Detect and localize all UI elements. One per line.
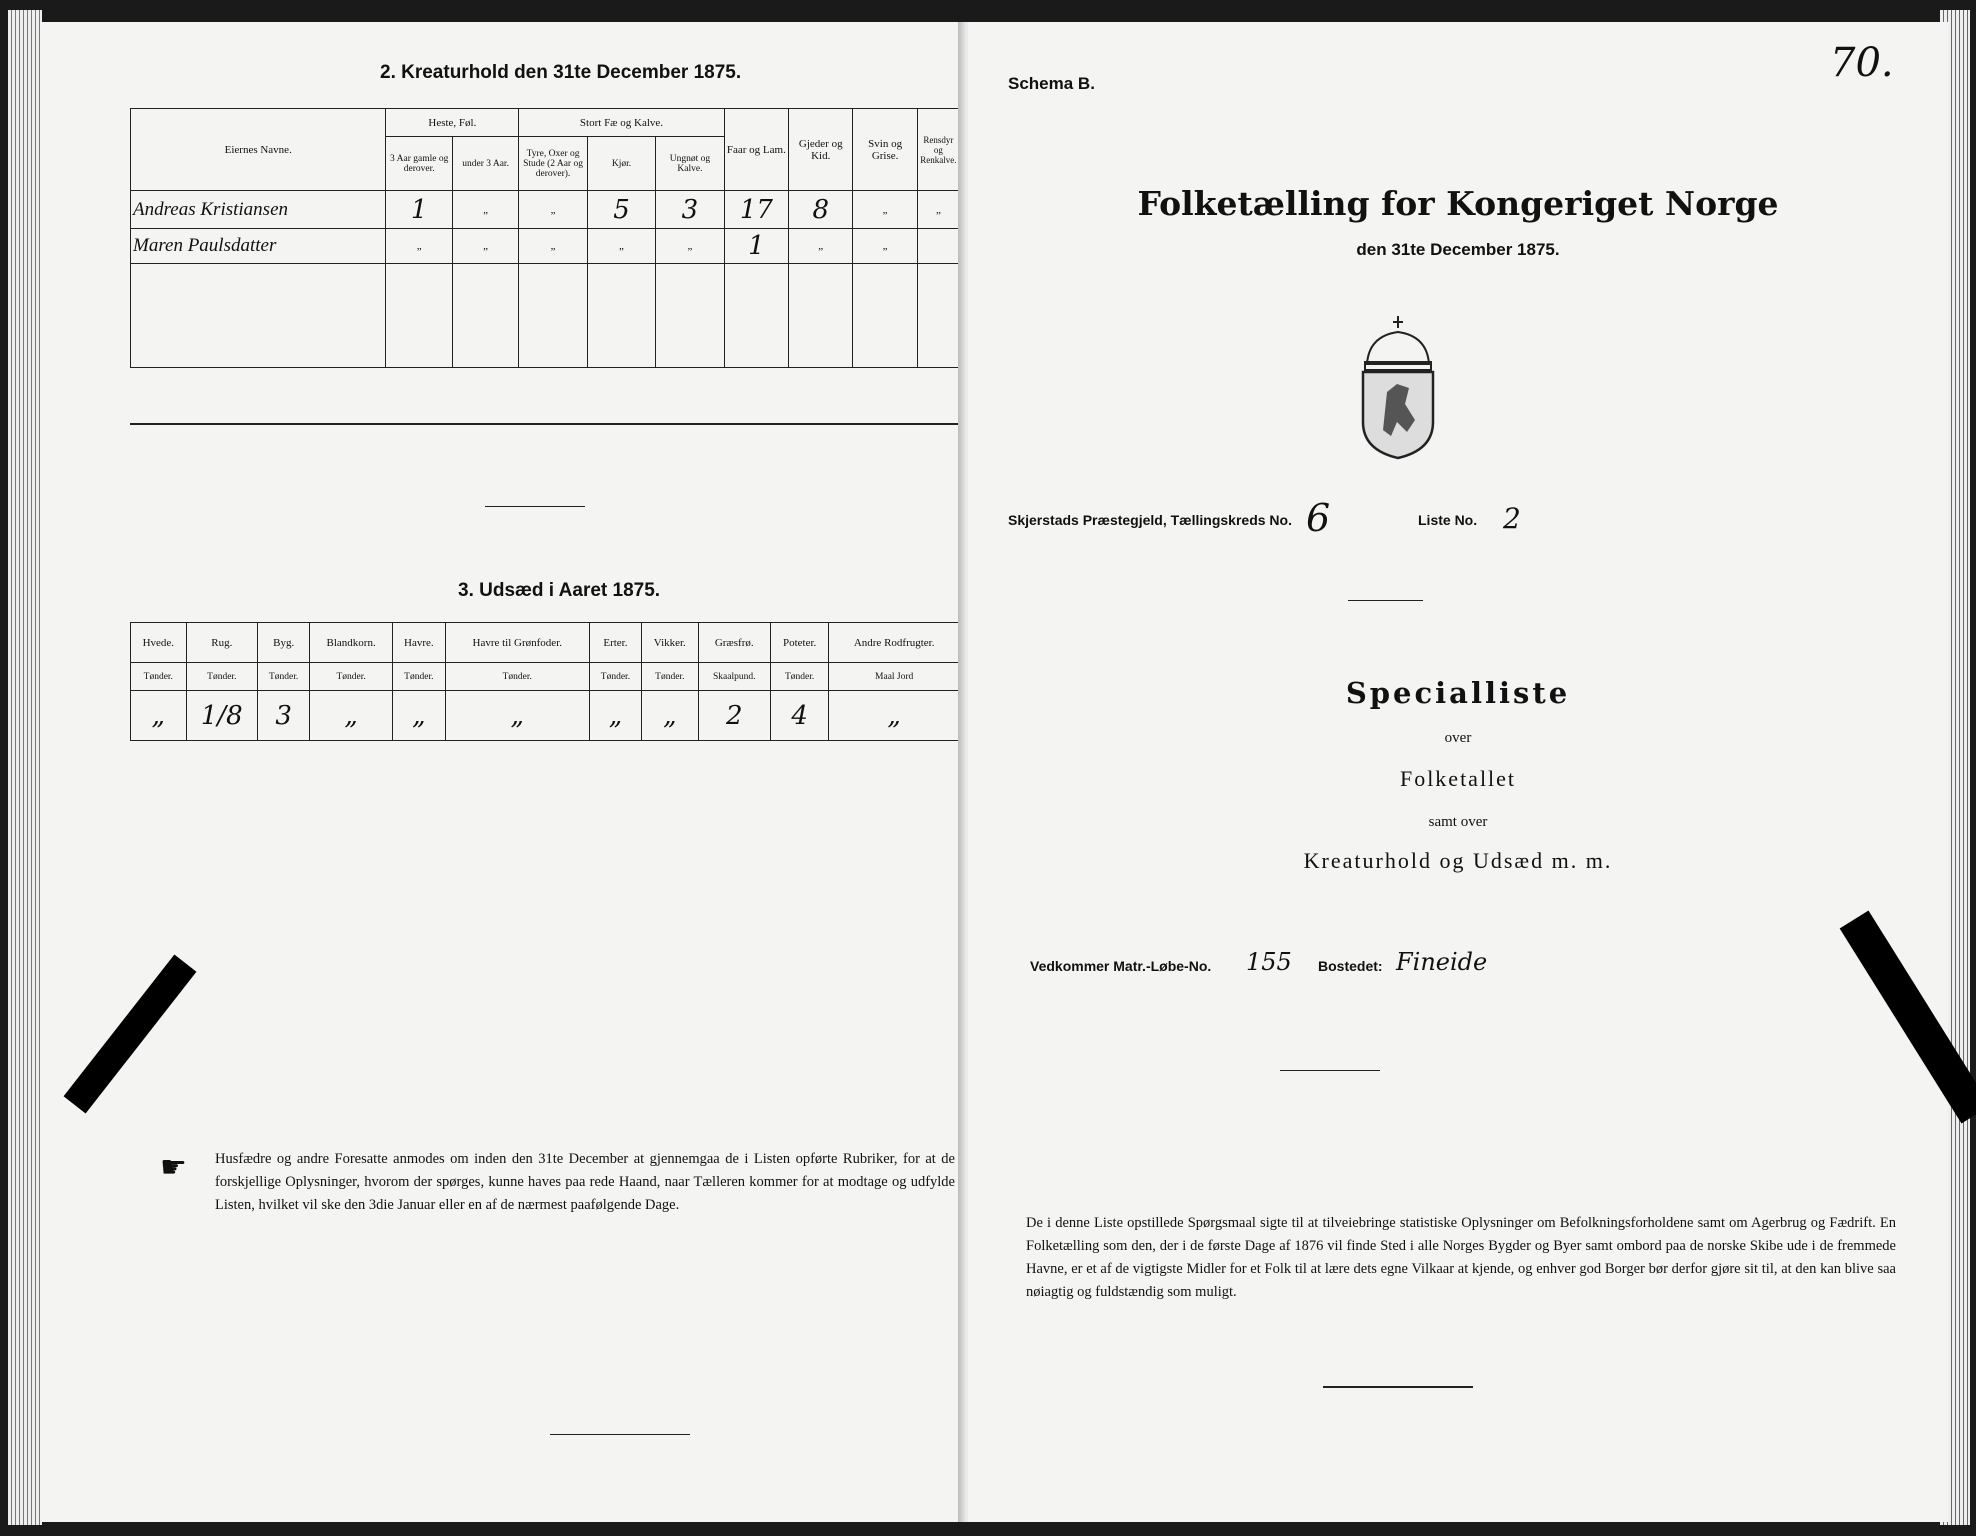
divider (1280, 1070, 1380, 1071)
seed-table (130, 622, 960, 741)
pointing-hand-icon: ☛ (160, 1150, 187, 1185)
census-date: den 31te December 1875. (1356, 240, 1560, 259)
seed-unit: Maal Jord (829, 663, 960, 691)
livestock-table (130, 108, 960, 368)
owner-name: Andreas Kristiansen (131, 191, 386, 229)
cell-value (917, 229, 959, 264)
left-page (40, 22, 970, 1522)
header-horses-young: under 3 Aar. (452, 137, 518, 191)
seed-unit: Tønder. (186, 663, 257, 691)
footer-text: De i denne Liste opstillede Spørgsmaal sigte til at tilveiebringe statistiske Oplysninger om Befolkningsforholdene samt om Agerbrug og Fædrift. En Folketælling som den, der i de første Dage af 1876 vil finde Sted i alle Norges Bygder og Byer samt ombord paa de norske Skibe ude i de fremmede Havne, er et af de vigtigste Midler for et Folk til at lære dets egne Vilkaar at kjende, og enhver god Borger bør derfor gjøre sit til, at den kan blive saa nøiagtig og fuldstændig som muligt. (1026, 1215, 1896, 1300)
matr-label: Vedkommer Matr.-Løbe-No. (1030, 958, 1212, 974)
header-sheep: Faar og Lam. (724, 109, 788, 191)
cell-value: „ (452, 229, 518, 264)
section3-title: 3. Udsæd i Aaret 1875. (458, 580, 661, 601)
livestock-seed-heading: Kreaturhold og Udsæd m. m. (1303, 848, 1613, 873)
seed-value: 2 (698, 691, 770, 741)
divider (485, 506, 585, 507)
book-edge-left (8, 10, 42, 1525)
cell-value: 1 (724, 229, 788, 264)
main-title: Folketælling for Kongeriget Norge (1137, 184, 1779, 223)
cell-value: 5 (587, 191, 655, 229)
seed-value: „ (829, 691, 960, 741)
header-cattle: Stort Fæ og Kalve. (519, 109, 724, 137)
notice-text: Husfædre og andre Foresatte anmodes om inden den 31te December at gjennemgaa de i Listen opførte Rubriker, for at de forskjellige Oplysninger, hvorom der spørges, kunne haves paa rede Haand, naar Tælleren kommer for at modtage og udfylde Listen, hvilket vil ske den 3die Januar eller en af de nærmest paafølgende Dage. (215, 1151, 955, 1213)
divider (130, 423, 960, 425)
header-goats: Gjeder og Kid. (789, 109, 853, 191)
seed-header: Vikker. (642, 623, 698, 663)
seed-unit: Tønder. (642, 663, 698, 691)
special-list-title: Specialliste (1345, 676, 1571, 710)
cell-value: „ (452, 191, 518, 229)
seed-header: Hvede. (131, 623, 187, 663)
seed-value: 4 (770, 691, 828, 741)
seed-header: Græsfrø. (698, 623, 770, 663)
seed-value: „ (642, 691, 698, 741)
seed-value: 3 (258, 691, 310, 741)
seed-unit-row (131, 663, 960, 691)
seed-unit: Skaalpund. (698, 663, 770, 691)
cell-value: 3 (656, 191, 724, 229)
cell-value: „ (789, 229, 853, 264)
right-page (968, 22, 1948, 1522)
cell-value: 1 (386, 191, 452, 229)
seed-value: „ (445, 691, 589, 741)
cell-value: „ (853, 191, 917, 229)
divider (1348, 600, 1423, 601)
livestock-row (131, 191, 960, 229)
seed-header: Erter. (589, 623, 641, 663)
cell-value: „ (917, 191, 959, 229)
seed-value: „ (589, 691, 641, 741)
samt-over-text: samt over (1428, 814, 1488, 830)
seed-header-row (131, 623, 960, 663)
parish-label: Skjerstads Præstegjeld, Tællingskreds No. (1008, 512, 1292, 528)
owner-name: Maren Paulsdatter (131, 229, 386, 264)
bosted-label: Bostedet: (1318, 958, 1383, 974)
divider (1323, 1386, 1473, 1388)
cell-value: „ (587, 229, 655, 264)
seed-header: Byg. (258, 623, 310, 663)
seed-header: Blandkorn. (310, 623, 393, 663)
livestock-row-empty (131, 264, 960, 368)
seed-unit: Tønder. (131, 663, 187, 691)
section2-title: 2. Kreaturhold den 31te December 1875. (380, 62, 742, 83)
cell-value: „ (853, 229, 917, 264)
seed-header: Andre Rodfrugter. (829, 623, 960, 663)
matr-number: 155 (1246, 948, 1292, 976)
seed-header: Havre. (392, 623, 445, 663)
seed-value: „ (392, 691, 445, 741)
seed-unit: Tønder. (589, 663, 641, 691)
seed-value-row (131, 691, 960, 741)
header-young-cattle: Ungnøt og Kalve. (656, 137, 724, 191)
header-horses-old: 3 Aar gamle og derover. (386, 137, 452, 191)
over-text: over (1444, 730, 1472, 746)
list-label: Liste No. (1418, 512, 1478, 528)
seed-value: „ (310, 691, 393, 741)
bosted-value: Fineide (1396, 948, 1488, 976)
cell-value: 17 (724, 191, 788, 229)
seed-unit: Tønder. (310, 663, 393, 691)
divider (550, 1434, 690, 1435)
cell-value: „ (386, 229, 452, 264)
cell-value: „ (519, 229, 587, 264)
page-number: 70. (1830, 40, 1894, 86)
seed-header: Havre til Grønfoder. (445, 623, 589, 663)
seed-value: „ (131, 691, 187, 741)
header-bulls: Tyre, Oxer og Stude (2 Aar og derover). (519, 137, 587, 191)
header-horses: Heste, Føl. (386, 109, 519, 137)
seed-header: Rug. (186, 623, 257, 663)
coat-of-arms-icon (1353, 312, 1443, 462)
seed-unit: Tønder. (770, 663, 828, 691)
list-number: 2 (1503, 502, 1521, 535)
district-number: 6 (1306, 496, 1331, 540)
header-owner: Eiernes Navne. (131, 109, 386, 191)
folketallet-heading: Folketallet (1399, 766, 1517, 791)
cell-value: 8 (789, 191, 853, 229)
livestock-row (131, 229, 960, 264)
schema-label: Schema B. (1008, 74, 1095, 93)
seed-unit: Tønder. (392, 663, 445, 691)
seed-header: Poteter. (770, 623, 828, 663)
seed-unit: Tønder. (258, 663, 310, 691)
header-reindeer: Rensdyr og Renkalve. (917, 109, 959, 191)
cell-value: „ (656, 229, 724, 264)
header-cows: Kjør. (587, 137, 655, 191)
cell-value: „ (519, 191, 587, 229)
header-pigs: Svin og Grise. (853, 109, 917, 191)
seed-value: 1/8 (186, 691, 257, 741)
seed-unit: Tønder. (445, 663, 589, 691)
